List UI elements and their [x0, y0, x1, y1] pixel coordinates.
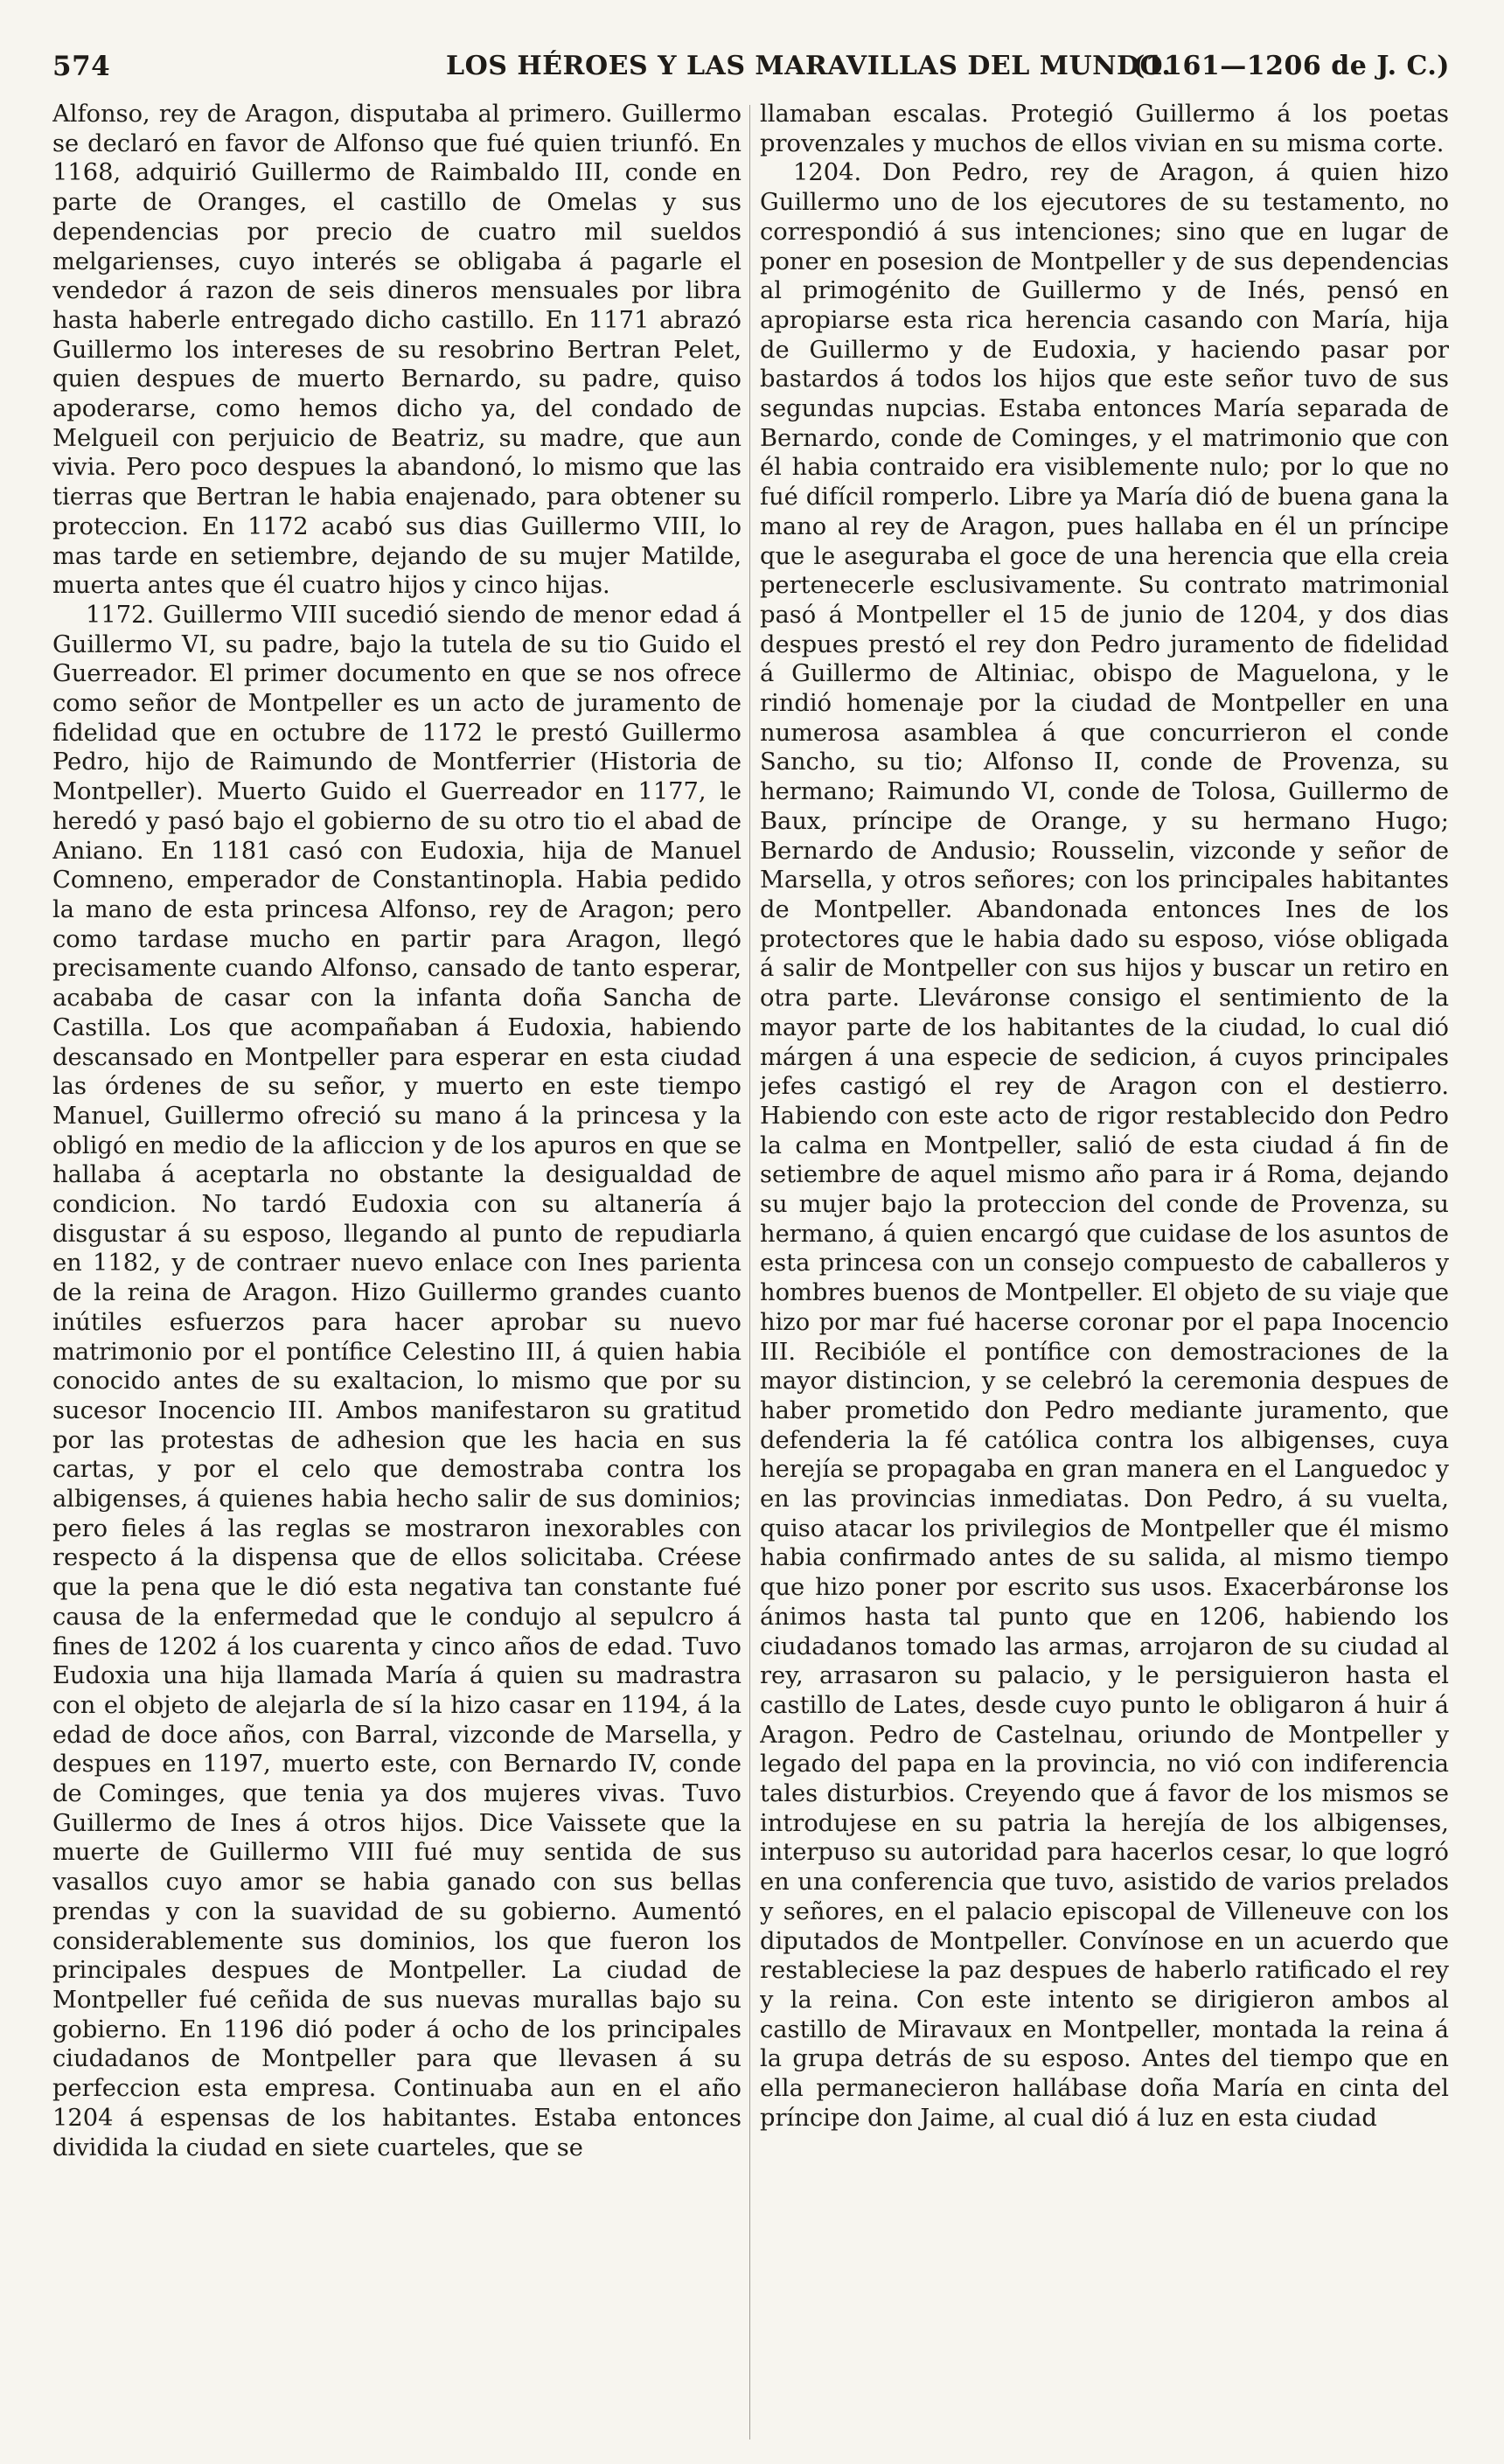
right-paragraph-1204: 1204. Don Pedro, rey de Aragon, á quien hizo Guillermo uno de los ejecutores de su testamento, no correspondió á sus intenciones; sino que en lugar de poner en posesion de Montpeller y de sus dependencias al primogénito de Guillermo y de Inés, pensó en apropiarse esta rica herencia casando con María, hija de Guillermo y de Eudoxia, y haciendo pasar por bastardos á todos los hijos que este señor tuvo de sus segundas nupcias. Estaba entonces María separada de Bernardo, conde de Cominges, y el matrimonio que con él habia contraido era visiblemente nulo; por lo que no fué difícil romperlo. Libre ya María dió de buena gana la mano al rey de Aragon, pues hallaba en él un príncipe que le aseguraba el goce de una herencia que ella creia pertenecerle esclusivamente. Su contrato matrimonial pasó á Montpeller el 15 de junio de 1204, y dos dias despues prestó el rey don Pedro juramento de fidelidad á Guillermo de Altiniac, obispo de Maguelona, y le rindió homenaje por la ciudad de Montpeller en una numerosa asamblea á que concurrieron el conde Sancho, su tio; Alfonso II, conde de Provenza, su hermano; Raimundo VI, conde de Tolosa, Guillermo de Baux, príncipe de Orange, y su hermano Hugo; Bernardo de Andusio; Rousselin, vizconde y señor de Marsella, y otros señores; con los principales habitantes de Montpeller. Abandonada entonces Ines de los protectores que le habia dado su esposo, vióse obligada á salir de Montpeller con sus hijos y buscar un retiro en otra parte. Lleváronse consigo el sentimiento de la mayor parte de los habitantes de la ciudad, lo cual dió márgen á una especie de sedicion, á cuyos principales jefes castigó el rey de Aragon con el destierro. Habiendo con este acto de rigor restablecido don Pedro la calma en Montpeller, salió de esta ciudad á fin de setiembre de aquel mismo año para ir á Roma, dejando su mujer bajo la proteccion del conde de Provenza, su hermano, á quien encargó que cuidase de los asuntos de esta princesa con un consejo compuesto de caballeros y hombres buenos de Montpeller. El objeto de su viaje que hizo por mar fué hacerse coronar por el papa Inocencio III. Recibióle el pontífice con demostraciones de la mayor distincion, y se celebró la ceremonia despues de haber prometido don Pedro mediante juramento, que defenderia la fé católica contra los albigenses, cuya herejía se propagaba en gran manera en el Languedoc y en las provincias inmediatas. Don Pedro, á su vuelta, quiso atacar los privilegios de Montpeller que él mismo habia confirmado antes de su salida, al mismo tiempo que hizo poner por escrito sus usos. Exacerbáronse los ánimos hasta tal punto que en 1206, habiendo los ciudadanos tomado las armas, arrojaron de su ciudad al rey, arrasaron su palacio, y le persiguieron hasta el castillo de Lates, desde cuyo punto le obligaron á huir á Aragon. Pedro de Castelnau, oriundo de Montpeller y legado del papa en la provincia, no vió con indiferencia tales disturbios. Creyendo que á favor de los mismos se introdujese en su patria la herejía de los albigenses, interpuso su autoridad para hacerlos cesar, lo que logró en una conferencia que tuvo, asistido de varios prelados y señores, en el palacio episcopal de Villeneuve con los diputados de Montpeller. Convínose en un acuerdo que restableciese la paz despues de haberlo ratificado el rey y la reina. Con este intento se dirigieron ambos al castillo de Miravaux en Montpeller, montada la reina á la grupa detrás de su esposo. Antes del tiempo que en ella permanecieron hallábase doña María en cinta del príncipe don Jaime, al cual dió á luz en esta ciudad: [760, 159, 1449, 2132]
left-continued-paragraph: Alfonso, rey de Aragon, disputaba al primero. Guillermo se declaró en favor de Alfonso que fué quien triunfó. En 1168, adquirió Guillermo de Raimbaldo III, conde en parte de Oranges, el castillo de Omelas y sus dependencias por precio de cuatro mil sueldos melgarienses, cuyo interés se obligaba á pagarle el vendedor á razon de seis dineros mensuales por libra hasta haberle entregado dicho castillo. En 1171 abrazó Guillermo los intereses de su resobrino Bertran Pelet, quien despues de muerto Bernardo, su padre, quiso apoderarse, como hemos dicho ya, del condado de Melgueil con perjuicio de Beatriz, su madre, que aun vivia. Pero poco despues la abandonó, lo mismo que las tierras que Bertran le habia enajenado, para obtener su proteccion. En 1172 acabó sus dias Guillermo VIII, lo mas tarde en setiembre, dejando de su mujer Matilde, muerta antes que él cuatro hijos y cinco hijas.: [52, 101, 742, 600]
left-paragraph-1172: 1172. Guillermo VIII sucedió siendo de menor edad á Guillermo VI, su padre, bajo la tutela de su tio Guido el Guerreador. El primer documento en que se nos ofrece como señor de Montpeller es un acto de juramento de fidelidad que en octubre de 1172 le prestó Guillermo Pedro, hijo de Raimundo de Montferrier (Historia de Montpeller). Muerto Guido el Guerreador en 1177, le heredó y pasó bajo el gobierno de su otro tio el abad de Aniano. En 1181 casó con Eudoxia, hija de Manuel Comneno, emperador de Constantinopla. Habia pedido la mano de esta princesa Alfonso, rey de Aragon; pero como tardase mucho en partir para Aragon, llegó precisamente cuando Alfonso, cansado de tanto esperar, acababa de casar con la infanta doña Sancha de Castilla. Los que acompañaban á Eudoxia, habiendo descansado en Montpeller para esperar en esta ciudad las órdenes de su señor, y muerto en este tiempo Manuel, Guillermo ofreció su mano á la princesa y la obligó en medio de la afliccion y de los apuros en que se hallaba á aceptarla no obstante la desigualdad de condicion. No tardó Eudoxia con su altanería á disgustar á su esposo, llegando al punto de repudiarla en 1182, y de contraer nuevo enlace con Ines parienta de la reina de Aragon. Hizo Guillermo grandes cuanto inútiles esfuerzos para hacer aprobar su nuevo matrimonio por el pontífice Celestino III, á quien habia conocido antes de su exaltacion, lo mismo que por su sucesor Inocencio III. Ambos manifestaron su gratitud por las protestas de adhesion que les hacia en sus cartas, y por el celo que demostraba contra los albigenses, á quienes habia hecho salir de sus dominios; pero fieles á las reglas se mostraron inexorables con respecto á la dispensa que de ellos solicitaba. Créese que la pena que le dió esta negativa tan constante fué causa de la enfermedad que le condujo al sepulcro á fines de 1202 á los cuarenta y cinco años de edad. Tuvo Eudoxia una hija llamada María á quien su madrastra con el objeto de alejarla de sí la hizo casar en 1194, á la edad de doce años, con Barral, vizconde de Marsella, y despues en 1197, muerto este, con Bernardo IV, conde de Cominges, que tenia ya dos mujeres vivas. Tuvo Guillermo de Ines á otros hijos. Dice Vaissete que la muerte de Guillermo VIII fué muy sentida de sus vasallos cuyo amor se habia ganado con sus bellas prendas y con la suavidad de su gobierno. Aumentó considerablemente sus dominios, los que fueron los principales despues de Montpeller. La ciudad de Montpeller fué ceñida de sus nuevas murallas bajo su gobierno. En 1196 dió poder á ocho de los principales ciudadanos de Montpeller para que llevasen á su perfeccion esta empresa. Continuaba aun en el año 1204 á espensas de los habitantes. Estaba entonces dividida la ciudad en siete cuarteles, que se: [52, 601, 742, 2161]
column-divider: [749, 105, 750, 2440]
right-text-column: [760, 100, 1449, 2448]
running-title: LOS HÉROES Y LAS MARAVILLAS DEL MUNDO.: [446, 51, 1172, 81]
left-text-column: [52, 100, 742, 2448]
date-range: (1161—1206 de J. C.): [1132, 51, 1450, 81]
page-number: 574: [52, 51, 111, 82]
right-continued-paragraph: llamaban escalas. Protegió Guillermo á los poetas provenzales y muchos de ellos vivian en su misma corte.: [760, 101, 1449, 157]
page-header: [52, 51, 1450, 94]
